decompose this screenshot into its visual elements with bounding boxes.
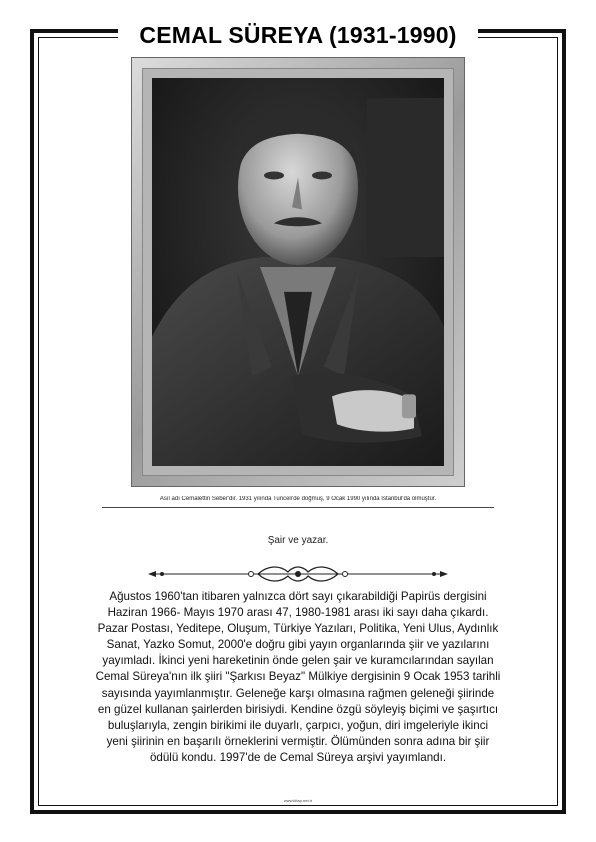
body-line: buluşlarıyla, zengin birikimi ile duyarlı, çarpıcı, yoğun, diri imgeleriyle ikinci (107, 718, 489, 732)
photo-frame (131, 57, 465, 487)
portrait-photo (152, 78, 444, 466)
body-line: Cemal Süreya'nın ilk şiiri "Şarkısı Beyaz" Mülkiye dergisinin 9 Ocak 1953 tarihli (95, 670, 501, 684)
photo-caption: Asıl adı Cemalettin Seber'dir. 1931 yılında Tunceli'de doğmuş, 9 Ocak 1990 yılında İstanbul'da ölmüştür. (159, 496, 437, 502)
biography-text (48, 589, 548, 766)
body-line: yeni şiirinin en başarılı örneklerini vermiştir. Ölümünden sonra adına bir şiir (106, 734, 490, 748)
subtitle: Şair ve yazar. (267, 535, 329, 546)
body-line: Sanat, Yazko Somut, 2000'e doğru gibi yayın organlarında şiir ve yazılarını (106, 638, 490, 652)
body-line: Pazar Postası, Yeditepe, Oluşum, Türkiye Yazıları, Politika, Yeni Ulus, Aydınlık (97, 622, 499, 636)
caption-divider (102, 507, 494, 508)
body-line: ödülü kondu. 1997'de de Cemal Süreya arşivi yayımlandı. (149, 750, 447, 764)
page-title: CEMAL SÜREYA (1931-1990) (139, 22, 457, 48)
body-line: en güzel kullanan şairlerden birisiydi. Kendine özgü söyleyiş biçimi ve şaşırtıcı (97, 702, 499, 716)
photo-mat (142, 68, 454, 476)
body-line: Haziran 1966- Mayıs 1970 arası 47, 1980-1981 arası iki sayı daha çıkardı. (107, 606, 489, 620)
body-line: yayımladı. İkinci yeni hareketinin önde gelen şair ve kuramcılarından sayılan (102, 654, 494, 668)
body-line: Ağustos 1960'tan itibaren yalnızca dört sayı çıkarabildiği Papirüs dergisini (109, 590, 487, 603)
ornament-divider (148, 563, 448, 585)
body-line: sayısında yayımlanmıştır. Geleneğe karşı olmasına rağmen geleneği şiirinde (101, 686, 495, 700)
footer-credit: www.kitap.net.tr (283, 798, 313, 803)
portrait-illustration (152, 78, 444, 466)
